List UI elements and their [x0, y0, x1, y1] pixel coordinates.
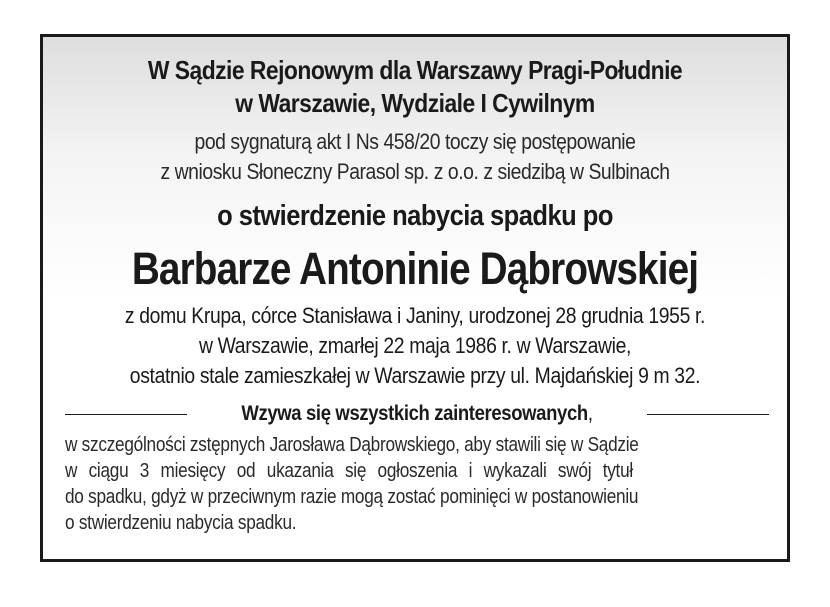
- summons-body-line-4: [65, 510, 769, 536]
- deceased-details-line-1: z domu Krupa, córce Stanisława i Janiny, urodzonej 28 grudnia 1955 r.: [124, 303, 706, 328]
- summons-heading-bold: Wzywa się wszystkich zainteresowanych: [241, 402, 588, 425]
- divider-right: [647, 414, 769, 415]
- deceased-details-line-2: w Warszawie, zmarłej 22 maja 1986 r. w Warszawie,: [198, 333, 632, 358]
- court-notice: [40, 34, 790, 562]
- summons-body-text-2: w ciągu 3 miesięcy od ukazania się ogłoszenia i wykazali swój tytuł: [65, 460, 633, 482]
- proceedings-subject: o stwierdzenie nabycia spadku po: [217, 200, 613, 232]
- summons-body-line-3: [65, 484, 769, 510]
- deceased-details-line-3: ostatnio stale zamieszkałej w Warszawie przy ul. Majdańskiej 9 m 32.: [129, 363, 701, 388]
- deceased-name: Barbarze Antoninie Dąbrowskiej: [131, 243, 699, 294]
- summons-heading: [107, 399, 727, 429]
- summons-body-line-2: [65, 458, 769, 484]
- summons-heading-comma: ,: [587, 402, 593, 425]
- court-name-line-1: W Sądzie Rejonowym dla Warszawy Pragi-Południe: [147, 55, 683, 85]
- summons-body-line-1: [65, 432, 769, 458]
- case-intro-line-1: pod sygnaturą akt I Ns 458/20 toczy się postępowanie: [194, 129, 636, 154]
- summons-heading-row: [65, 399, 769, 429]
- case-intro-line-2: z wniosku Słoneczny Parasol sp. z o.o. z siedzibą w Sulbinach: [160, 159, 670, 184]
- court-name-line-2: w Warszawie, Wydziale I Cywilnym: [235, 88, 595, 118]
- summons-body-text-3: do spadku, gdyż w przeciwnym razie mogą zostać pominięci w postanowieniu: [65, 486, 639, 508]
- summons-body-text-4: o stwierdzeniu nabycia spadku.: [65, 512, 297, 534]
- summons-body-text-1: w szczególności zstępnych Jarosława Dąbrowskiego, aby stawili się w Sądzie: [65, 434, 639, 456]
